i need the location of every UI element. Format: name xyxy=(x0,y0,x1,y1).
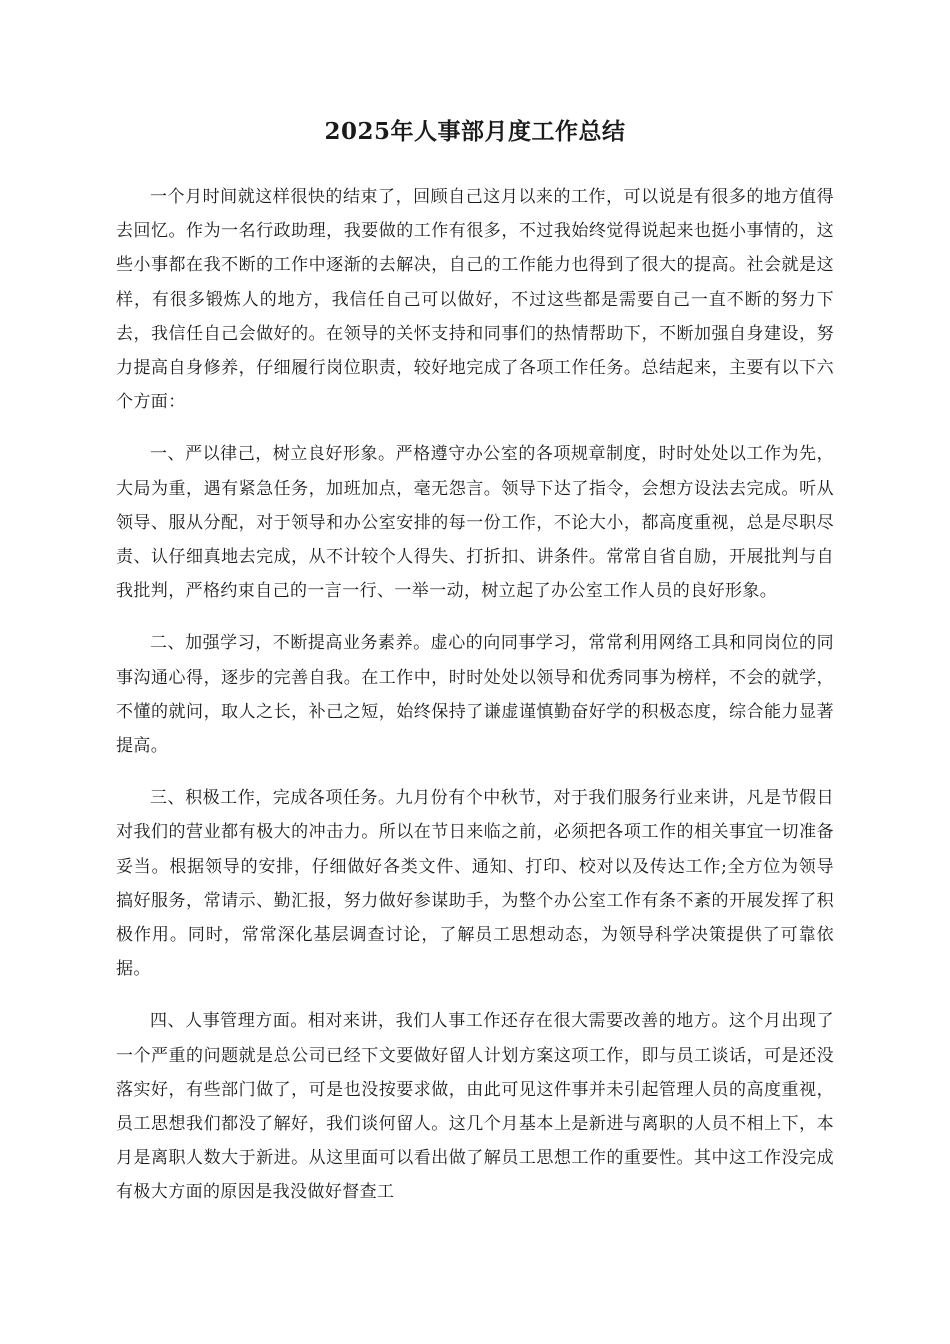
paragraph-section-1: 一、严以律己，树立良好形象。严格遵守办公室的各项规章制度，时时处处以工作为先，大局为重，遇有紧急任务，加班加点，毫无怨言。领导下达了指令，会想方设法去完成。听从领导、服从分配，对于领导和办公室安排的每一份工作，不论大小，都高度重视，总是尽职尽责、认仔细真地去完成，从不计较个人得失、打折扣、讲条件。常常自省自励，开展批判与自我批判，严格约束自己的一言一行、一举一动，树立起了办公室工作人员的良好形象。 xyxy=(116,444,834,602)
document-body xyxy=(116,180,834,1228)
paragraph-section-3: 三、积极工作，完成各项任务。九月份有个中秋节，对于我们服务行业来讲，凡是节假日对我们的营业都有极大的冲击力。所以在节日来临之前，必须把各项工作的相关事宜一切准备妥当。根据领导的安排，仔细做好各类文件、通知、打印、校对以及传达工作;全方位为领导搞好服务，常请示、勤汇报，努力做好参谋助手，为整个办公室工作有条不紊的开展发挥了积极作用。同时，常常深化基层调查讨论，了解员工思想动态，为领导科学决策提供了可靠依据。 xyxy=(116,788,834,980)
paragraph-intro: 一个月时间就这样很快的结束了，回顾自己这月以来的工作，可以说是有很多的地方值得去回忆。作为一名行政助理，我要做的工作有很多，不过我始终觉得说起来也挺小事情的，这些小事都在我不断的工作中逐渐的去解决，自己的工作能力也得到了很大的提高。社会就是这样，有很多锻炼人的地方，我信任自己可以做好，不过这些都是需要自己一直不断的努力下去，我信任自己会做好的。在领导的关怀支持和同事们的热情帮助下，不断加强自身建设，努力提高自身修养，仔细履行岗位职责，较好地完成了各项工作任务。总结起来，主要有以下六个方面： xyxy=(116,187,834,413)
document-title: 2025年人事部月度工作总结 xyxy=(324,118,626,145)
paragraph-section-2: 二、加强学习，不断提高业务素养。虚心的向同事学习，常常利用网络工具和同岗位的同事沟通心得，逐步的完善自我。在工作中，时时处处以领导和优秀同事为榜样，不会的就学，不懂的就问，取人之长，补己之短，始终保持了谦虚谨慎勤奋好学的积极态度，综合能力显著提高。 xyxy=(116,633,834,757)
paragraph-section-4: 四、人事管理方面。相对来讲，我们人事工作还存在很大需要改善的地方。这个月出现了一个严重的问题就是总公司已经下文要做好留人计划方案这项工作，即与员工谈话，可是还没落实好，有些部门做了，可是也没按要求做，由此可见这件事并未引起管理人员的高度重视，员工思想我们都没了解好，我们谈何留人。这几个月基本上是新进与离职的人员不相上下，本月是离职人数大于新进。从这里面可以看出做了解员工思想工作的重要性。其中这工作没完成有极大方面的原因是我没做好督查工 xyxy=(116,1011,834,1203)
